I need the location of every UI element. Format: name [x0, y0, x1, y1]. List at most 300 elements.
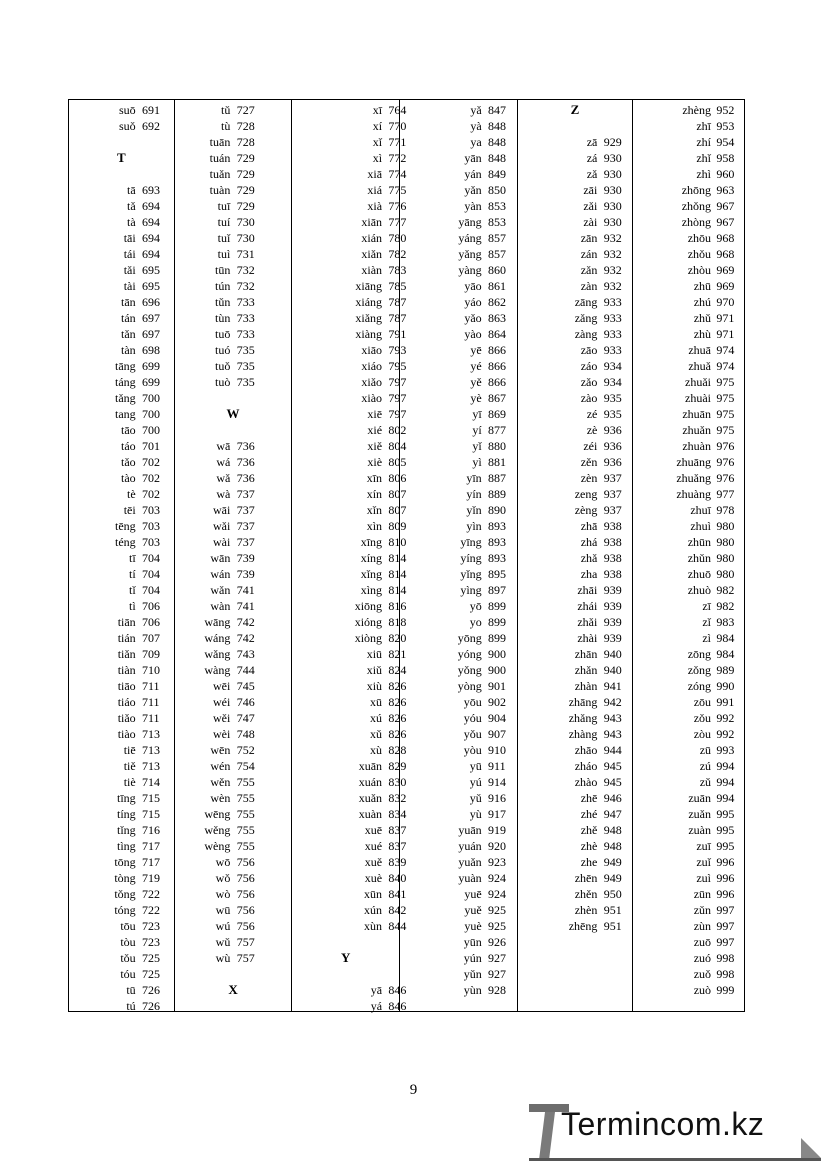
page-reference: 970 [716, 295, 735, 309]
page-reference: 747 [236, 711, 255, 725]
index-entry [633, 630, 744, 646]
page-reference: 866 [488, 375, 507, 389]
index-entry [518, 550, 633, 566]
index-entry [633, 486, 744, 502]
page-reference: 893 [488, 519, 507, 533]
pinyin-syllable: zāo [580, 343, 598, 357]
pinyin-syllable: tǔ [221, 103, 231, 117]
pinyin-syllable: xūn [364, 887, 383, 901]
index-entry [633, 710, 744, 726]
page-reference: 942 [603, 695, 622, 709]
page-reference: 887 [488, 471, 507, 485]
page-reference: 935 [603, 391, 622, 405]
index-entry [292, 854, 407, 870]
pinyin-syllable: yā [370, 983, 383, 997]
index-entry [175, 294, 292, 310]
page-reference: 736 [236, 471, 255, 485]
page-reference: 818 [388, 615, 407, 629]
pinyin-syllable: zào [580, 391, 598, 405]
page-reference: 967 [716, 215, 735, 229]
page-reference: 939 [603, 583, 622, 597]
index-entry [292, 150, 407, 166]
page-reference: 916 [488, 791, 507, 805]
termincom-logo[interactable] [525, 1100, 825, 1164]
page-reference: 848 [488, 119, 507, 133]
pinyin-syllable: tōng [114, 855, 136, 869]
page-reference: 726 [142, 983, 160, 997]
page-reference: 982 [716, 583, 735, 597]
page-reference: 951 [603, 919, 622, 933]
pinyin-syllable: zùn [693, 919, 712, 933]
page-reference: 723 [142, 935, 160, 949]
pinyin-syllable: wéi [213, 695, 231, 709]
page-reference: 932 [603, 263, 622, 277]
pinyin-syllable: yǐng [460, 567, 482, 581]
pinyin-syllable: zǎi [583, 199, 598, 213]
index-entry [69, 566, 174, 582]
index-entry [400, 406, 517, 422]
page-reference: 976 [716, 455, 735, 469]
pinyin-syllable: yìn [466, 519, 482, 533]
index-entry [633, 662, 744, 678]
page-reference: 774 [388, 167, 407, 181]
page-reference: 853 [488, 215, 507, 229]
page-reference: 975 [716, 423, 735, 437]
page-reference: 911 [488, 759, 506, 773]
pinyin-syllable: suō [119, 103, 136, 117]
pinyin-syllable: zhàng [568, 727, 598, 741]
page-reference: 807 [388, 487, 407, 501]
index-entry [633, 822, 744, 838]
pinyin-syllable: yuàn [458, 871, 482, 885]
page-reference: 949 [603, 855, 622, 869]
page-reference: 755 [236, 823, 255, 837]
index-entry [518, 582, 633, 598]
index-column-5 [518, 100, 634, 1011]
page-reference: 996 [716, 855, 735, 869]
pinyin-syllable: xǔ [370, 727, 383, 741]
page-reference: 971 [716, 311, 735, 325]
index-entry [518, 150, 633, 166]
page-reference: 810 [388, 535, 407, 549]
pinyin-syllable: zhēn [574, 871, 598, 885]
index-entry [633, 278, 744, 294]
index-entry [292, 582, 407, 598]
pinyin-syllable: xióng [354, 615, 383, 629]
page-reference: 756 [236, 903, 255, 917]
index-entry [175, 262, 292, 278]
pinyin-syllable: tǐ [129, 583, 136, 597]
pinyin-syllable: tiào [117, 727, 136, 741]
page-reference: 713 [142, 727, 160, 741]
pinyin-syllable: yùn [463, 983, 482, 997]
page-reference: 901 [488, 679, 507, 693]
page-reference: 936 [603, 455, 622, 469]
page-reference: 862 [488, 295, 507, 309]
pinyin-syllable: tuī [217, 199, 231, 213]
page-reference: 713 [142, 743, 160, 757]
pinyin-syllable: xiǎng [355, 311, 383, 325]
pinyin-syllable: tái [123, 247, 136, 261]
index-entry [292, 326, 407, 342]
index-entry [400, 758, 517, 774]
index-entry [518, 902, 633, 918]
pinyin-syllable: zǒng [687, 663, 712, 677]
index-entry [633, 614, 744, 630]
page-reference: 756 [236, 871, 255, 885]
index-entry [292, 646, 407, 662]
index-entry [518, 358, 633, 374]
pinyin-syllable: zhèn [574, 903, 598, 917]
pinyin-syllable: wěng [204, 823, 231, 837]
pinyin-syllable: yǒng [457, 663, 482, 677]
page-reference: 938 [603, 535, 622, 549]
pinyin-syllable: zá [586, 151, 598, 165]
index-entry [292, 454, 407, 470]
index-entry [633, 518, 744, 534]
page-reference: 729 [236, 199, 255, 213]
index-entry [400, 934, 517, 950]
index-entry [69, 374, 174, 390]
pinyin-syllable: zuàn [688, 823, 712, 837]
index-entry [633, 646, 744, 662]
index-entry [518, 422, 633, 438]
pinyin-syllable: zhù [693, 327, 712, 341]
index-entry [292, 358, 407, 374]
pinyin-syllable: zū [699, 743, 712, 757]
page-reference: 716 [142, 823, 160, 837]
page-reference: 782 [388, 247, 407, 261]
page-reference: 932 [603, 231, 622, 245]
page-reference: 899 [488, 631, 507, 645]
index-entry [292, 614, 407, 630]
page-reference: 923 [488, 855, 507, 869]
page-reference: 709 [142, 647, 160, 661]
index-entry [292, 598, 407, 614]
index-entry [292, 726, 407, 742]
pinyin-syllable: yǎng [458, 247, 482, 261]
pinyin-syllable: zhī [696, 119, 712, 133]
pinyin-syllable: zhǎng [568, 711, 598, 725]
index-entry [175, 806, 292, 822]
page-reference: 742 [236, 615, 255, 629]
index-entry [400, 358, 517, 374]
index-entry [400, 182, 517, 198]
page-reference: 713 [142, 759, 160, 773]
pinyin-syllable: wēi [213, 679, 231, 693]
page-reference: 703 [142, 503, 160, 517]
index-entry [175, 502, 292, 518]
pinyin-syllable: wěn [210, 775, 231, 789]
pinyin-syllable: tào [121, 471, 136, 485]
pinyin-syllable: zhǒng [681, 199, 712, 213]
pinyin-syllable: xiòng [354, 631, 383, 645]
page-reference: 945 [603, 775, 622, 789]
page-reference: 900 [488, 647, 507, 661]
index-entry [400, 422, 517, 438]
pinyin-syllable: zì [702, 631, 712, 645]
pinyin-syllable: tiàn [117, 663, 136, 677]
index-entry [69, 710, 174, 726]
index-entry [69, 102, 174, 118]
pinyin-syllable: zhào [574, 775, 598, 789]
index-entry [518, 614, 633, 630]
page-reference: 725 [142, 951, 160, 965]
page-reference: 805 [388, 455, 407, 469]
pinyin-syllable: zhàn [574, 679, 598, 693]
pinyin-syllable: xiào [361, 391, 383, 405]
page-reference: 735 [236, 343, 255, 357]
page-reference: 699 [142, 359, 160, 373]
page-reference: 958 [716, 151, 735, 165]
page-reference: 793 [388, 343, 407, 357]
pinyin-syllable: wāi [213, 503, 231, 517]
page-reference: 889 [488, 487, 507, 501]
page-reference: 739 [236, 567, 255, 581]
page-reference: 722 [142, 903, 160, 917]
page-reference: 719 [142, 871, 160, 885]
index-entry [69, 582, 174, 598]
index-column-3 [292, 100, 407, 1013]
pinyin-syllable: zuǎn [688, 807, 712, 821]
page-reference: 736 [236, 455, 255, 469]
page-reference: 982 [716, 599, 735, 613]
index-column-6 [633, 100, 744, 1011]
page-reference: 791 [388, 327, 407, 341]
page-reference: 846 [388, 999, 407, 1013]
page-reference: 729 [236, 167, 255, 181]
page-reference: 863 [488, 311, 507, 325]
index-entry [175, 486, 292, 502]
page-reference: 730 [236, 231, 255, 245]
index-entry [633, 598, 744, 614]
index-entry [292, 310, 407, 326]
page-reference: 756 [236, 919, 255, 933]
pinyin-syllable: wō [215, 855, 231, 869]
index-entry [633, 550, 744, 566]
page-reference: 842 [388, 903, 407, 917]
pinyin-syllable: xǐ [372, 135, 383, 149]
page-reference: 711 [142, 711, 160, 725]
page-reference: 726 [142, 999, 160, 1013]
pinyin-syllable: zhuò [687, 583, 712, 597]
page-reference: 933 [603, 311, 622, 325]
index-entry [175, 326, 292, 342]
index-entry [175, 198, 292, 214]
index-entry [175, 662, 292, 678]
pinyin-syllable: tòu [120, 935, 136, 949]
index-entry [400, 918, 517, 934]
index-entry [633, 230, 744, 246]
page-reference: 861 [488, 279, 507, 293]
pinyin-syllable: xiōng [354, 599, 383, 613]
index-entry [518, 806, 633, 822]
index-entry [175, 710, 292, 726]
pinyin-syllable: zhǎ [580, 551, 598, 565]
page-reference: 969 [716, 263, 735, 277]
index-entry [400, 950, 517, 966]
page-reference: 844 [388, 919, 407, 933]
pinyin-syllable: zhǎn [574, 663, 598, 677]
page-reference: 995 [716, 839, 735, 853]
page-reference: 700 [142, 407, 160, 421]
pinyin-syllable: zhuì [690, 519, 712, 533]
page-reference: 974 [716, 359, 735, 373]
pinyin-syllable: yo [469, 615, 482, 629]
pinyin-syllable: yí [472, 423, 482, 437]
index-entry [518, 870, 633, 886]
pinyin-syllable: zhái [577, 599, 598, 613]
page-reference: 989 [716, 663, 735, 677]
page-reference: 932 [603, 279, 622, 293]
pinyin-syllable: xiè [367, 455, 383, 469]
index-entry [175, 598, 292, 614]
index-entry [175, 694, 292, 710]
index-entry [400, 774, 517, 790]
pinyin-syllable: ya [470, 135, 482, 149]
index-entry [518, 438, 633, 454]
pinyin-syllable: zhǒu [687, 247, 712, 261]
page-reference: 937 [603, 487, 622, 501]
pinyin-syllable: tǎo [121, 455, 136, 469]
page-reference: 737 [236, 503, 255, 517]
index-entry [175, 438, 292, 454]
pinyin-syllable: zhěn [574, 887, 598, 901]
page-reference: 926 [488, 935, 507, 949]
index-entry [69, 982, 174, 998]
index-entry [175, 790, 292, 806]
pinyin-syllable: yáng [458, 231, 482, 245]
page-reference: 802 [388, 423, 407, 437]
pinyin-syllable: yǎo [464, 311, 482, 325]
index-entry [633, 758, 744, 774]
page-reference: 847 [488, 103, 507, 117]
index-entry [633, 198, 744, 214]
pinyin-syllable: xíng [360, 551, 383, 565]
pinyin-syllable: xiāng [355, 279, 383, 293]
page-reference: 785 [388, 279, 407, 293]
page-reference: 998 [716, 967, 735, 981]
index-entry [633, 918, 744, 934]
pinyin-syllable: tiǎo [117, 711, 136, 725]
page-reference: 899 [488, 615, 507, 629]
index-entry [292, 390, 407, 406]
pinyin-syllable: wú [215, 919, 231, 933]
index-entry [400, 310, 517, 326]
pinyin-syllable: tuō [215, 327, 231, 341]
pinyin-syllable: zhé [580, 807, 598, 821]
page-reference: 902 [488, 695, 507, 709]
index-entry [633, 390, 744, 406]
page-reference: 704 [142, 583, 160, 597]
page-reference: 820 [388, 631, 407, 645]
page-reference: 945 [603, 759, 622, 773]
pinyin-syllable: wāng [204, 615, 231, 629]
page-reference: 701 [142, 439, 160, 453]
index-entry [69, 486, 174, 502]
page-reference: 748 [236, 727, 255, 741]
page-reference: 707 [142, 631, 160, 645]
page-reference: 846 [388, 983, 407, 997]
pinyin-syllable: wàn [210, 599, 231, 613]
pinyin-syllable: zuò [693, 983, 712, 997]
pinyin-syllable: xiá [367, 183, 383, 197]
index-entry [175, 278, 292, 294]
page-reference: 742 [236, 631, 255, 645]
pinyin-syllable: tán [121, 311, 136, 325]
index-entry [633, 438, 744, 454]
index-entry [633, 902, 744, 918]
index-entry [292, 838, 407, 854]
pinyin-syllable: zé [586, 407, 598, 421]
pinyin-syllable: zhuō [687, 567, 712, 581]
index-entry [518, 182, 633, 198]
pinyin-syllable: tí [129, 567, 136, 581]
page-reference: 775 [388, 183, 407, 197]
pinyin-syllable: tóng [114, 903, 136, 917]
page-reference: 694 [142, 215, 160, 229]
page-reference: 924 [488, 871, 507, 885]
page-reference: 948 [603, 839, 622, 853]
index-entry [69, 774, 174, 790]
page-reference: 696 [142, 295, 160, 309]
index-entry [175, 214, 292, 230]
pinyin-syllable: zǎn [580, 263, 598, 277]
index-entry [69, 902, 174, 918]
page-reference: 996 [716, 871, 735, 885]
pinyin-syllable: tāi [123, 231, 136, 245]
pinyin-syllable: zhē [580, 791, 598, 805]
page-reference: 929 [603, 135, 622, 149]
pinyin-syllable: zhuàng [676, 487, 712, 501]
pinyin-syllable: tāo [121, 423, 136, 437]
page-reference: 850 [488, 183, 507, 197]
index-entry [69, 214, 174, 230]
page-reference: 994 [716, 759, 735, 773]
pinyin-syllable: zuō [693, 935, 712, 949]
page-reference: 841 [388, 887, 407, 901]
pinyin-syllable: zǒu [693, 711, 712, 725]
pinyin-syllable: yìng [460, 583, 482, 597]
index-entry [518, 230, 633, 246]
page-reference: 934 [603, 375, 622, 389]
pinyin-syllable: tān [121, 295, 136, 309]
index-entry [69, 358, 174, 374]
pinyin-syllable: yà [470, 119, 482, 133]
pinyin-syllable: yù [469, 807, 482, 821]
pinyin-syllable: yòng [457, 679, 482, 693]
index-entry [518, 326, 633, 342]
page-reference: 995 [716, 807, 735, 821]
pinyin-syllable: tīng [117, 791, 136, 805]
pinyin-syllable: tiè [123, 775, 136, 789]
page-reference: 733 [236, 295, 255, 309]
index-entry [518, 838, 633, 854]
pinyin-syllable: yè [470, 391, 482, 405]
index-entry [292, 710, 407, 726]
pinyin-syllable: wèn [210, 791, 231, 805]
pinyin-syllable: wēn [210, 743, 231, 757]
page-reference: 948 [603, 823, 622, 837]
page-reference: 933 [603, 327, 622, 341]
pinyin-syllable: tuì [217, 247, 231, 261]
index-entry [292, 246, 407, 262]
pinyin-syllable: zāng [574, 295, 598, 309]
pinyin-syllable: wù [215, 951, 231, 965]
index-entry [633, 310, 744, 326]
page-reference: 714 [142, 775, 160, 789]
pinyin-syllable: zàn [580, 279, 598, 293]
